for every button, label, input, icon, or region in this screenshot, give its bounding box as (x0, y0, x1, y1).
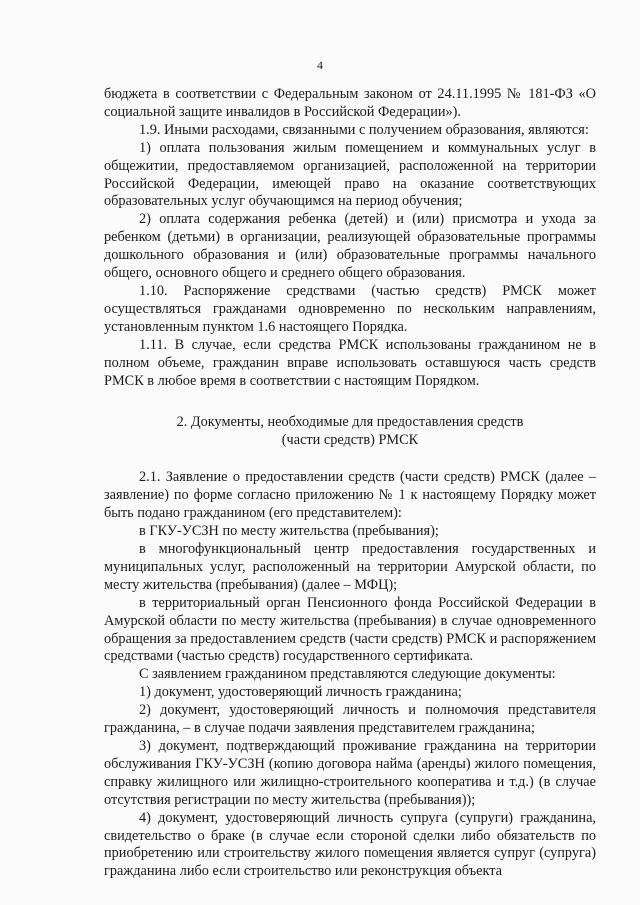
paragraphs-after-heading (104, 469, 596, 881)
paragraph: 1.11. В случае, если средства РМСК использованы гражданином не в полном объеме, гражданин вправе использовать оставшуюся часть средств РМСК в любое время в соответствии с настоящим Порядком. (104, 336, 596, 389)
paragraph: 2) оплата содержания ребенка (детей) и (или) присмотра и ухода за ребенком (детьми) в организации, реализующей образовательные программы дошкольного образования и (или) образовательные программы начального общего, основного общего и среднего общего образования. (104, 211, 596, 282)
paragraph: 1.9. Иными расходами, связанными с получением образования, являются: (139, 121, 589, 138)
paragraph: в многофункциональный центр предоставления государственных и муниципальных услуг, расположенный на территории Амурской области, по месту жительства (пребывания) (далее – МФЦ); (104, 541, 596, 593)
paragraph: 2) документ, удостоверяющий личность и полномочия представителя гражданина, – в случае подачи заявления представителем гражданина; (104, 702, 596, 737)
paragraph: в ГКУ-УСЗН по месту жительства (пребывания); (139, 523, 439, 540)
paragraph: С заявлением гражданином представляются следующие документы: (139, 666, 556, 683)
paragraph: 3) документ, подтверждающий проживание гражданина на территории обслуживания ГКУ-УСЗН (копию договора найма (аренды) жилого помещения, справку жилищного или жилищно-строительного кооператива и т.д.) (в случае отсутствия регистрации по месту жительства (пребывания)); (104, 738, 596, 808)
section-heading-line-2: (части средств) РМСК (281, 432, 419, 449)
paragraphs-before-heading (104, 86, 596, 390)
paragraph: в территориальный орган Пенсионного фонда Российской Федерации в Амурской области по месту жительства (пребывания) в случае одновременного обращения за предоставлением средств (части средств) РМСК и распоряжением средствами (частью средств) государственного сертификата. (104, 594, 596, 665)
section-heading (104, 413, 596, 449)
section-heading-line-1: 2. Документы, необходимые для предоставления средств (176, 414, 524, 431)
paragraph: 4) документ, удостоверяющий личность супруга (супруги) гражданина, свидетельство о браке (в случае если стороной сделки либо обязательств по приобретению или строительству жилого помещения является супруг (супруга) гражданина либо если строительство или реконструкция объекта (104, 809, 596, 880)
paragraph: 2.1. Заявление о предоставлении средств (части средств) РМСК (далее – заявление) по форме согласно приложению № 1 к настоящему Порядку может быть подано гражданином (его представителем): (104, 469, 596, 522)
paragraph: 1.10. Распоряжение средствами (частью средств) РМСК может осуществляться гражданами одновременно по нескольким направлениям, установленным пунктом 1.6 настоящего Порядка. (104, 282, 596, 335)
paragraph: 1) оплата пользования жилым помещением и коммунальных услуг в общежитии, предоставляемом организацией, расположенной на территории Российской Федерации, имеющей право на оказание соответствующих образовательных услуг обучающимся на период обучения; (104, 139, 596, 210)
document-body (104, 86, 596, 881)
paragraph: 1) документ, удостоверяющий личность гражданина; (139, 684, 462, 701)
paragraph: бюджета в соответствии с Федеральным законом от 24.11.1995 № 181-ФЗ «О социальной защите инвалидов в Российской Федерации»). (104, 86, 596, 120)
page-number: 4 (317, 58, 323, 72)
